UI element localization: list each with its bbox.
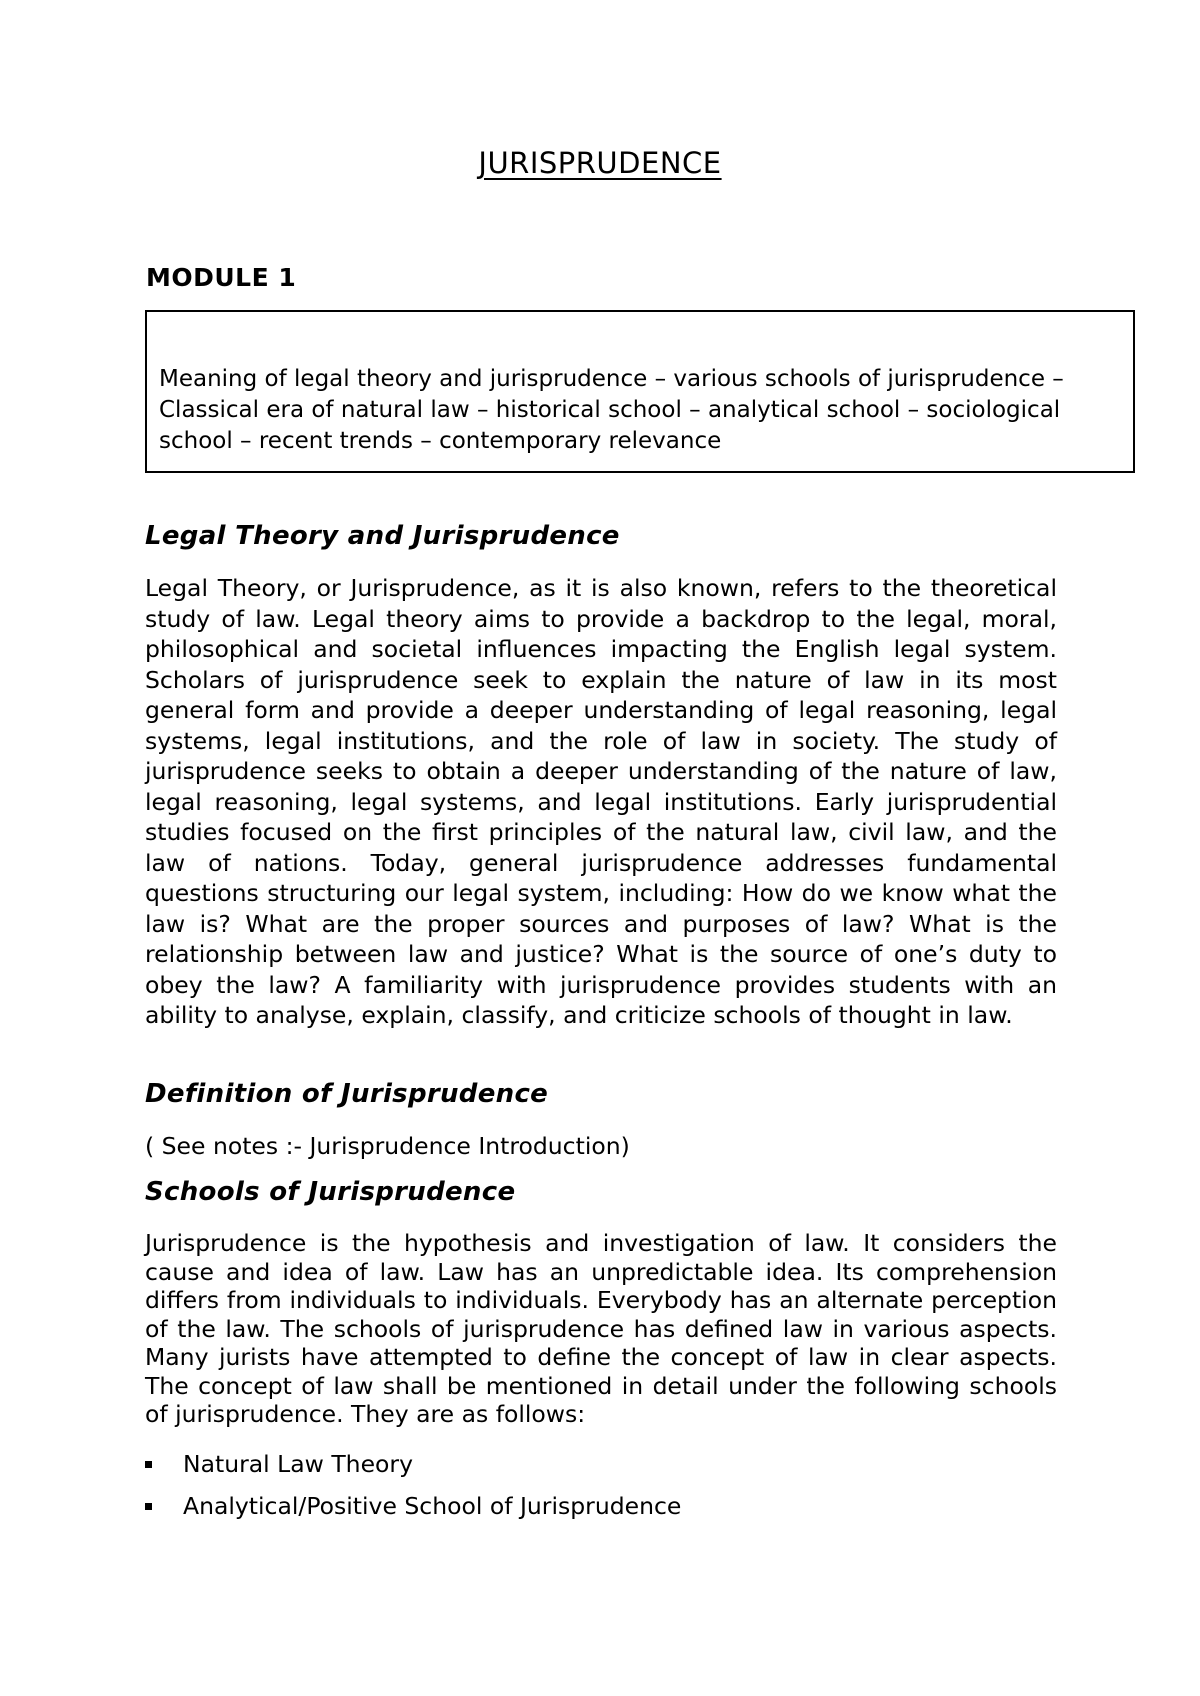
square-bullet-icon bbox=[145, 1461, 152, 1468]
list-item bbox=[145, 1449, 1057, 1479]
section-schools bbox=[145, 1177, 1057, 1533]
syllabus-box bbox=[145, 310, 1135, 473]
document-title: JURISPRUDENCE bbox=[478, 146, 722, 180]
section-definition bbox=[145, 1079, 1057, 1162]
section-heading-definition: Definition of Jurisprudence bbox=[145, 1079, 549, 1109]
square-bullet-icon bbox=[145, 1503, 152, 1510]
schools-list bbox=[145, 1449, 1057, 1521]
section-heading-schools: Schools of Jurisprudence bbox=[145, 1177, 516, 1207]
list-item bbox=[145, 1491, 1057, 1521]
list-item-label: Analytical/Positive School of Jurisprudence bbox=[183, 1491, 682, 1520]
module-label: MODULE 1 bbox=[146, 263, 297, 292]
syllabus-text: Meaning of legal theory and jurisprudence – various schools of jurisprudence – Classical era of natural law – historical school – analytical school – sociological school – recent trends – contemporary relevance bbox=[159, 366, 1064, 454]
section-heading-legal-theory: Legal Theory and Jurisprudence bbox=[145, 521, 620, 551]
section-body-legal-theory: Legal Theory, or Jurisprudence, as it is also known, refers to the theoretical study of law. Legal theory aims to provide a backdrop to the legal, moral, philosophical and societal influences impacting the English legal system. Scholars of jurisprudence seek to explain the nature of law in its most general form and provide a deeper understanding of legal reasoning, legal systems, legal institutions, and the role of law in society. The study of jurisprudence seeks to obtain a deeper understanding of the nature of law, legal reasoning, legal systems, and legal institutions. Early jurisprudential studies focused on the first principles of the natural law, civil law, and the law of nations. Today, general jurisprudence addresses fundamental questions structuring our legal system, including: How do we know what the law is? What are the proper sources and purposes of law? What is the relationship between law and justice? What is the source of one’s duty to obey the law? A familiarity with jurisprudence provides students with an ability to analyse, explain, classify, and criticize schools of thought in law. bbox=[145, 574, 1057, 1029]
section-body-schools: Jurisprudence is the hypothesis and investigation of law. It considers the cause and idea of law. Law has an unpredictable idea. Its comprehension differs from individuals to individuals. Everybody has an alternate perception of the law. The schools of jurisprudence has defined law in various aspects. Many jurists have attempted to define the concept of law in clear aspects. The concept of law shall be mentioned in detail under the following schools of jurisprudence. They are as follows: bbox=[145, 1229, 1057, 1428]
section-legal-theory bbox=[145, 521, 1057, 1031]
list-item-label: Natural Law Theory bbox=[183, 1449, 413, 1478]
section-body-definition: ( See notes :- Jurisprudence Introduction) bbox=[145, 1132, 630, 1160]
